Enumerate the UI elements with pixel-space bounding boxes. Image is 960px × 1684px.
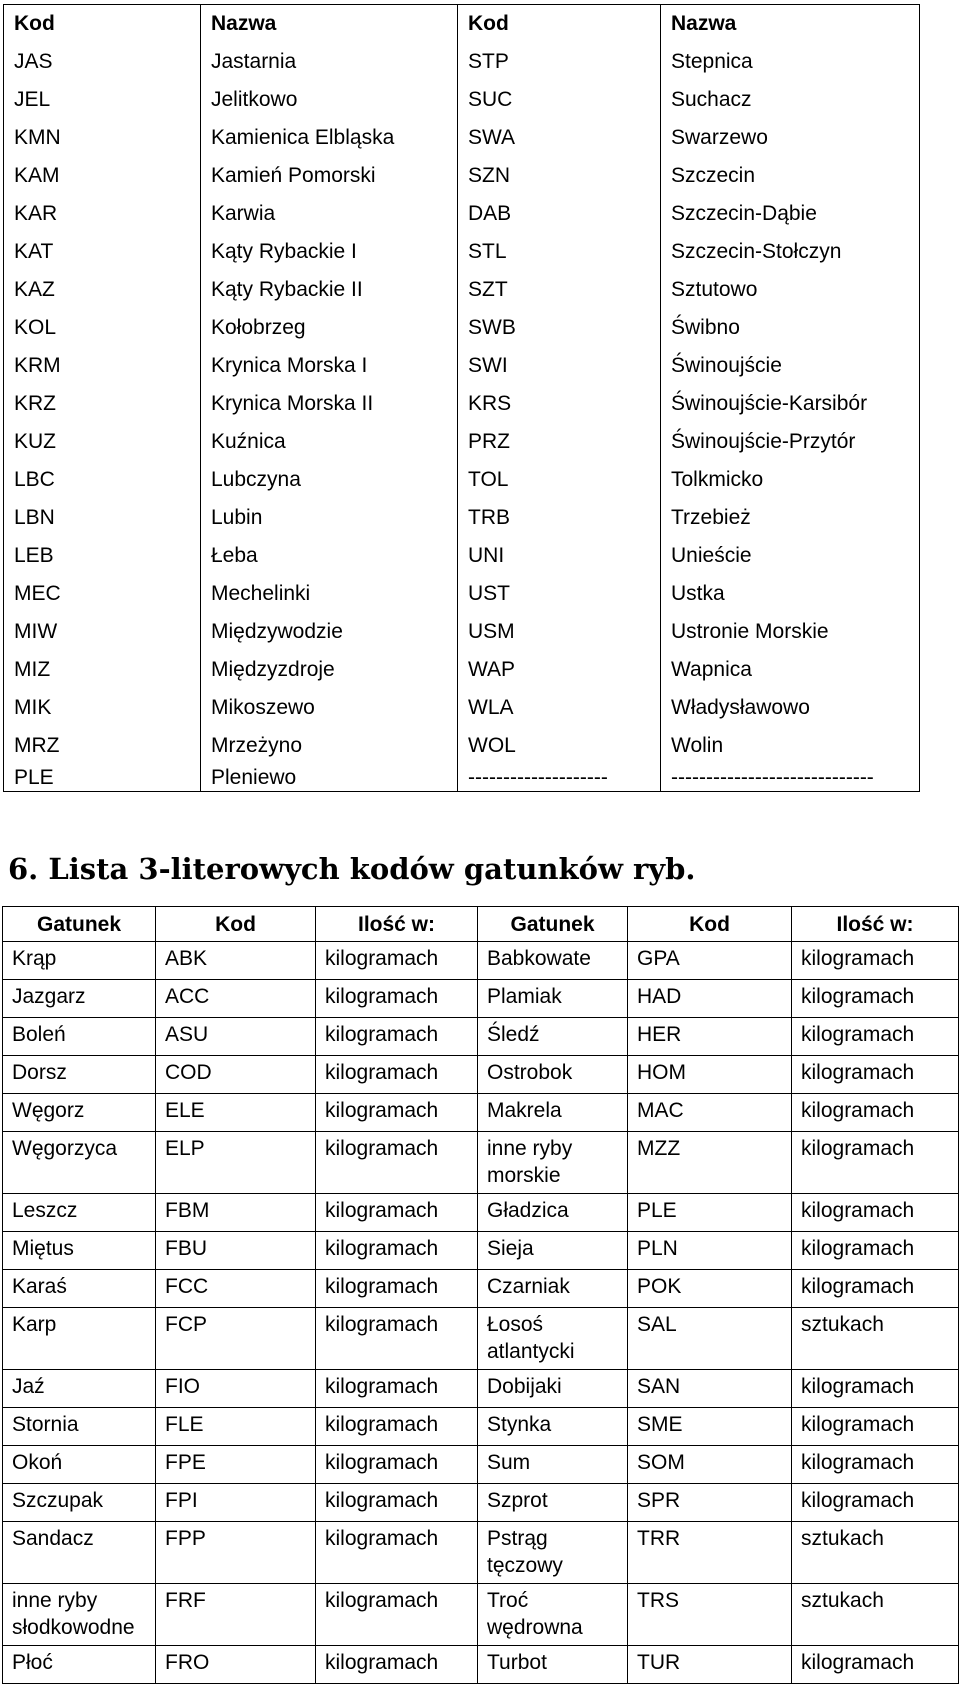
species-code-cell: FPP [156, 1522, 316, 1584]
port-code-cell: LBN [4, 499, 201, 537]
port-code-cell: USM [458, 613, 661, 651]
species-code-cell: SAL [628, 1308, 792, 1370]
port-code-cell: KOL [4, 309, 201, 347]
species-name-cell: Węgorz [3, 1094, 156, 1132]
species-code-cell: SAN [628, 1370, 792, 1408]
table-row [4, 347, 920, 385]
species-code-cell: ACC [156, 980, 316, 1018]
port-name-cell: Świnoujście [661, 347, 920, 385]
species-name-cell: Dobijaki [478, 1370, 628, 1408]
table-row [3, 942, 959, 980]
unit-cell: kilogramach [792, 1018, 959, 1056]
column-header: Gatunek [3, 907, 156, 942]
species-code-cell: FRF [156, 1584, 316, 1646]
table-row [3, 1270, 959, 1308]
table-row [3, 1094, 959, 1132]
port-name-cell: Kąty Rybackie II [201, 271, 458, 309]
species-name-cell: Karp [3, 1308, 156, 1370]
unit-cell: kilogramach [316, 1584, 478, 1646]
fish-table-header-row [3, 907, 959, 942]
species-name-cell: Pstrąg tęczowy [478, 1522, 628, 1584]
port-name-cell: Unieście [661, 537, 920, 575]
table-row [4, 651, 920, 689]
port-name-cell: Krynica Morska I [201, 347, 458, 385]
column-header: Nazwa [201, 5, 458, 44]
port-name-cell: Suchacz [661, 81, 920, 119]
unit-cell: sztukach [792, 1522, 959, 1584]
port-code-cell: KRM [4, 347, 201, 385]
unit-cell: kilogramach [792, 942, 959, 980]
table-row [4, 233, 920, 271]
unit-cell: kilogramach [316, 1484, 478, 1522]
port-code-cell: LEB [4, 537, 201, 575]
species-name-cell: Sandacz [3, 1522, 156, 1584]
port-code-cell: KAT [4, 233, 201, 271]
port-code-cell: UST [458, 575, 661, 613]
unit-cell: kilogramach [316, 942, 478, 980]
species-name-cell: Szprot [478, 1484, 628, 1522]
table-row [3, 1484, 959, 1522]
port-name-cell: Mechelinki [201, 575, 458, 613]
unit-cell: kilogramach [316, 1056, 478, 1094]
port-name-cell: Jelitkowo [201, 81, 458, 119]
species-name-cell: Troć wędrowna [478, 1584, 628, 1646]
species-name-cell: Ostrobok [478, 1056, 628, 1094]
species-name-cell: Jazgarz [3, 980, 156, 1018]
species-code-cell: TRS [628, 1584, 792, 1646]
port-code-cell: WOL [458, 727, 661, 765]
unit-cell: kilogramach [792, 1370, 959, 1408]
port-code-cell: KUZ [4, 423, 201, 461]
unit-cell: kilogramach [792, 1194, 959, 1232]
table-row [4, 575, 920, 613]
port-name-cell: Międzywodzie [201, 613, 458, 651]
port-name-cell: Kamienica Elbląska [201, 119, 458, 157]
column-header: Kod [4, 5, 201, 44]
species-code-cell: FRO [156, 1646, 316, 1684]
port-name-cell: Pleniewo [201, 765, 458, 792]
species-code-cell: SOM [628, 1446, 792, 1484]
column-header: Nazwa [661, 5, 920, 44]
species-code-cell: FBM [156, 1194, 316, 1232]
port-code-cell: KMN [4, 119, 201, 157]
port-code-cell: SWA [458, 119, 661, 157]
table-row [4, 537, 920, 575]
unit-cell: kilogramach [792, 1232, 959, 1270]
table-row [4, 157, 920, 195]
port-name-cell: Sztutowo [661, 271, 920, 309]
port-name-cell: Szczecin-Dąbie [661, 195, 920, 233]
port-code-cell: TOL [458, 461, 661, 499]
species-code-cell: HER [628, 1018, 792, 1056]
table-row [3, 1646, 959, 1684]
table-row [3, 1056, 959, 1094]
port-code-cell: STL [458, 233, 661, 271]
port-code-cell: SZN [458, 157, 661, 195]
species-code-cell: ABK [156, 942, 316, 980]
port-code-cell: SWI [458, 347, 661, 385]
unit-cell: kilogramach [792, 1646, 959, 1684]
unit-cell: kilogramach [792, 1056, 959, 1094]
unit-cell: kilogramach [316, 1270, 478, 1308]
species-name-cell: Śledź [478, 1018, 628, 1056]
table-row [3, 1232, 959, 1270]
species-name-cell: Czarniak [478, 1270, 628, 1308]
port-name-cell: Łeba [201, 537, 458, 575]
species-code-cell: POK [628, 1270, 792, 1308]
species-code-cell: ASU [156, 1018, 316, 1056]
port-name-cell: Mrzeżyno [201, 727, 458, 765]
fish-table-body [3, 942, 959, 1684]
port-name-cell: Kuźnica [201, 423, 458, 461]
species-name-cell: Krąp [3, 942, 156, 980]
port-code-cell: KAM [4, 157, 201, 195]
species-code-cell: FIO [156, 1370, 316, 1408]
species-code-cell: PLN [628, 1232, 792, 1270]
species-code-cell: SPR [628, 1484, 792, 1522]
species-name-cell: Węgorzyca [3, 1132, 156, 1194]
table-row [3, 1584, 959, 1646]
unit-cell: sztukach [792, 1584, 959, 1646]
port-name-cell: Tolkmicko [661, 461, 920, 499]
unit-cell: kilogramach [792, 1484, 959, 1522]
species-code-cell: HOM [628, 1056, 792, 1094]
species-code-cell: FPI [156, 1484, 316, 1522]
port-name-cell: Lubczyna [201, 461, 458, 499]
port-code-cell: SWB [458, 309, 661, 347]
table-row [3, 980, 959, 1018]
species-name-cell: Miętus [3, 1232, 156, 1270]
unit-cell: kilogramach [792, 1132, 959, 1194]
port-name-cell: Władysławowo [661, 689, 920, 727]
column-header: Kod [458, 5, 661, 44]
table-row [4, 727, 920, 765]
species-name-cell: Łosoś atlantycki [478, 1308, 628, 1370]
port-code-cell: MIZ [4, 651, 201, 689]
unit-cell: kilogramach [792, 1094, 959, 1132]
species-code-cell: TUR [628, 1646, 792, 1684]
port-name-cell: Trzebież [661, 499, 920, 537]
unit-cell: kilogramach [316, 1308, 478, 1370]
port-code-cell: DAB [458, 195, 661, 233]
species-code-cell: FBU [156, 1232, 316, 1270]
table-row [3, 1308, 959, 1370]
port-name-cell: Swarzewo [661, 119, 920, 157]
port-code-cell: JEL [4, 81, 201, 119]
unit-cell: sztukach [792, 1308, 959, 1370]
species-name-cell: Sieja [478, 1232, 628, 1270]
species-name-cell: Płoć [3, 1646, 156, 1684]
port-name-cell: Krynica Morska II [201, 385, 458, 423]
table-row [4, 271, 920, 309]
port-code-cell: TRB [458, 499, 661, 537]
unit-cell: kilogramach [316, 1370, 478, 1408]
species-code-cell: GPA [628, 942, 792, 980]
table-row [4, 613, 920, 651]
port-code-cell: MEC [4, 575, 201, 613]
table-row [3, 1132, 959, 1194]
port-code-cell: WLA [458, 689, 661, 727]
species-code-cell: ELE [156, 1094, 316, 1132]
species-code-cell: FPE [156, 1446, 316, 1484]
port-name-cell: Świnoujście-Przytór [661, 423, 920, 461]
table-row [4, 385, 920, 423]
species-name-cell: Leszcz [3, 1194, 156, 1232]
species-code-cell: COD [156, 1056, 316, 1094]
species-name-cell: Makrela [478, 1094, 628, 1132]
species-name-cell: Szczupak [3, 1484, 156, 1522]
species-code-cell: HAD [628, 980, 792, 1018]
port-code-cell: -------------------- [458, 765, 661, 792]
table-row [4, 309, 920, 347]
port-code-cell: MRZ [4, 727, 201, 765]
port-name-cell: Kołobrzeg [201, 309, 458, 347]
table-row [3, 1370, 959, 1408]
port-name-cell: Karwia [201, 195, 458, 233]
port-code-cell: KRZ [4, 385, 201, 423]
port-code-cell: KAR [4, 195, 201, 233]
species-name-cell: Boleń [3, 1018, 156, 1056]
species-code-cell: ELP [156, 1132, 316, 1194]
unit-cell: kilogramach [792, 1408, 959, 1446]
port-name-cell: Szczecin [661, 157, 920, 195]
species-code-cell: MAC [628, 1094, 792, 1132]
species-name-cell: inne ryby słodkowodne [3, 1584, 156, 1646]
port-code-cell: UNI [458, 537, 661, 575]
unit-cell: kilogramach [316, 1522, 478, 1584]
port-name-cell: Ustronie Morskie [661, 613, 920, 651]
table-row [3, 1018, 959, 1056]
unit-cell: kilogramach [792, 1270, 959, 1308]
port-name-cell: Świnoujście-Karsibór [661, 385, 920, 423]
species-name-cell: Dorsz [3, 1056, 156, 1094]
table-row [4, 765, 920, 792]
column-header: Gatunek [478, 907, 628, 942]
port-name-cell: Międzyzdroje [201, 651, 458, 689]
port-name-cell: Kamień Pomorski [201, 157, 458, 195]
port-code-cell: SUC [458, 81, 661, 119]
species-name-cell: Plamiak [478, 980, 628, 1018]
table-row [4, 43, 920, 81]
port-name-cell: ----------------------------- [661, 765, 920, 792]
unit-cell: kilogramach [316, 1018, 478, 1056]
port-code-cell: JAS [4, 43, 201, 81]
species-code-cell: FCP [156, 1308, 316, 1370]
port-table-body [4, 43, 920, 792]
species-name-cell: Turbot [478, 1646, 628, 1684]
table-row [4, 461, 920, 499]
port-name-cell: Kąty Rybackie I [201, 233, 458, 271]
table-row [4, 195, 920, 233]
unit-cell: kilogramach [316, 1232, 478, 1270]
port-code-cell: LBC [4, 461, 201, 499]
species-code-cell: FCC [156, 1270, 316, 1308]
species-name-cell: Sum [478, 1446, 628, 1484]
column-header: Ilość w: [792, 907, 959, 942]
port-name-cell: Szczecin-Stołczyn [661, 233, 920, 271]
table-row [4, 499, 920, 537]
column-header: Kod [156, 907, 316, 942]
species-code-cell: MZZ [628, 1132, 792, 1194]
port-name-cell: Mikoszewo [201, 689, 458, 727]
port-table-header-row [4, 5, 920, 44]
port-name-cell: Stepnica [661, 43, 920, 81]
port-name-cell: Wolin [661, 727, 920, 765]
unit-cell: kilogramach [792, 1446, 959, 1484]
port-codes-table [3, 4, 920, 792]
species-code-cell: TRR [628, 1522, 792, 1584]
port-code-cell: KRS [458, 385, 661, 423]
port-code-cell: KAZ [4, 271, 201, 309]
column-header: Kod [628, 907, 792, 942]
port-name-cell: Świbno [661, 309, 920, 347]
table-row [3, 1522, 959, 1584]
table-row [3, 1194, 959, 1232]
table-row [4, 689, 920, 727]
species-name-cell: Babkowate [478, 942, 628, 980]
port-code-cell: PLE [4, 765, 201, 792]
port-code-cell: SZT [458, 271, 661, 309]
unit-cell: kilogramach [316, 1094, 478, 1132]
unit-cell: kilogramach [316, 1646, 478, 1684]
table-row [4, 119, 920, 157]
species-code-cell: SME [628, 1408, 792, 1446]
port-code-cell: STP [458, 43, 661, 81]
table-row [4, 423, 920, 461]
table-row [4, 81, 920, 119]
table-row [3, 1408, 959, 1446]
species-name-cell: Stornia [3, 1408, 156, 1446]
port-code-cell: WAP [458, 651, 661, 689]
port-code-cell: PRZ [458, 423, 661, 461]
unit-cell: kilogramach [316, 1408, 478, 1446]
species-code-cell: FLE [156, 1408, 316, 1446]
table-row [3, 1446, 959, 1484]
port-name-cell: Jastarnia [201, 43, 458, 81]
species-name-cell: Jaź [3, 1370, 156, 1408]
fish-species-codes-table [2, 906, 959, 1684]
section-heading: 6. Lista 3-literowych kodów gatunków ryb. [8, 852, 696, 886]
port-name-cell: Ustka [661, 575, 920, 613]
port-name-cell: Wapnica [661, 651, 920, 689]
column-header: Ilość w: [316, 907, 478, 942]
unit-cell: kilogramach [316, 980, 478, 1018]
unit-cell: kilogramach [792, 980, 959, 1018]
port-code-cell: MIW [4, 613, 201, 651]
species-name-cell: inne ryby morskie [478, 1132, 628, 1194]
species-name-cell: Karaś [3, 1270, 156, 1308]
unit-cell: kilogramach [316, 1132, 478, 1194]
species-code-cell: PLE [628, 1194, 792, 1232]
species-name-cell: Gładzica [478, 1194, 628, 1232]
species-name-cell: Stynka [478, 1408, 628, 1446]
unit-cell: kilogramach [316, 1194, 478, 1232]
port-code-cell: MIK [4, 689, 201, 727]
port-name-cell: Lubin [201, 499, 458, 537]
species-name-cell: Okoń [3, 1446, 156, 1484]
unit-cell: kilogramach [316, 1446, 478, 1484]
